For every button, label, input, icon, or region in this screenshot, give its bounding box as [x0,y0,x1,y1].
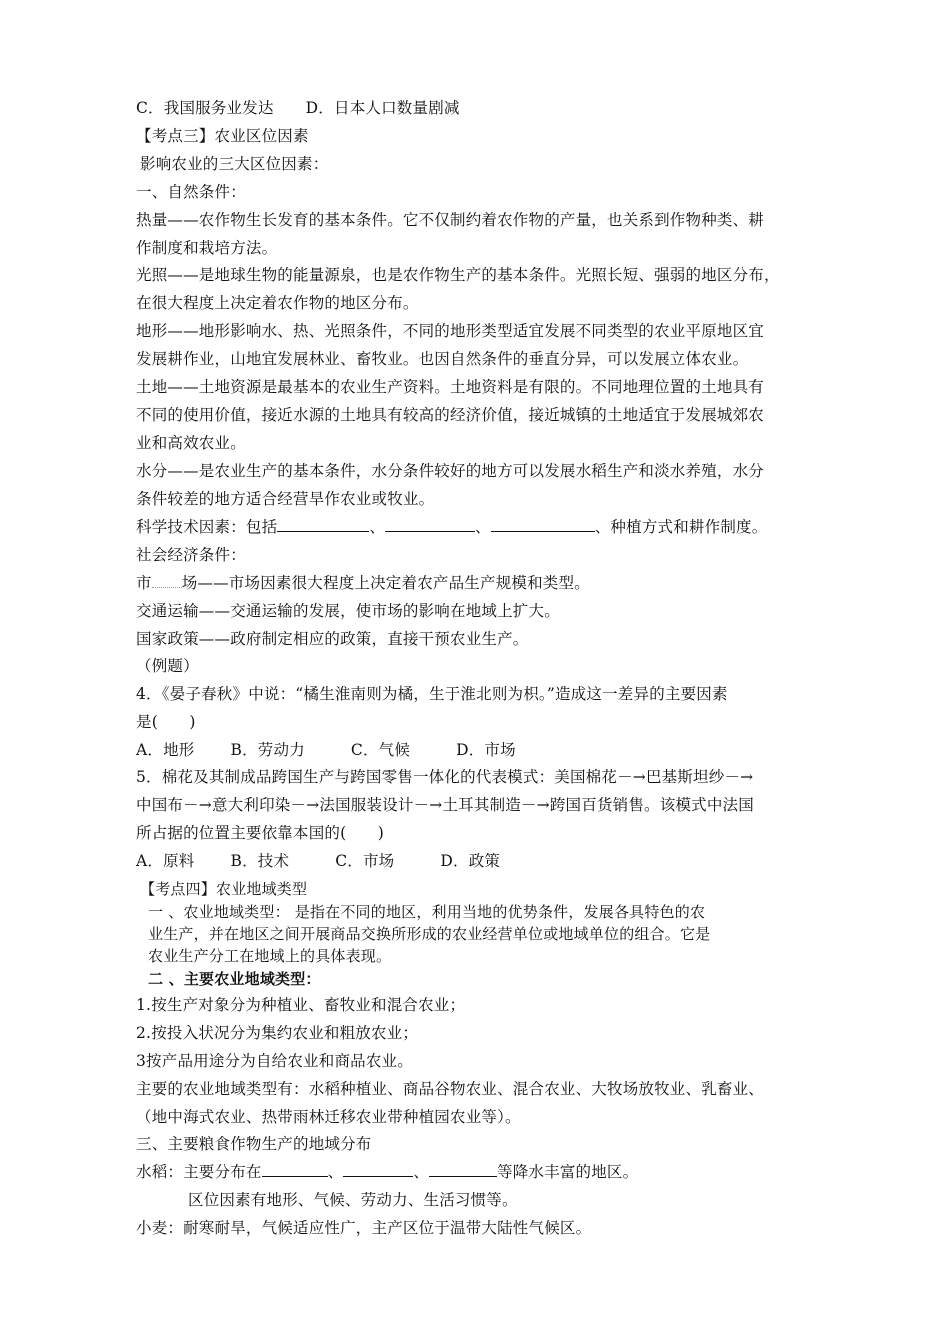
tech-line: 科学技术因素：包括 、 、 、种植方式和耕作制度。 [136,518,768,536]
kp3-intro: 影响农业的三大区位因素： [140,155,329,173]
option-d: D．日本人口数量剧减 [305,99,460,117]
type-def-line-1: 一 、农业地域类型： 是指在不同的地区，利用当地的优势条件，发展各具特色的农 [148,903,706,921]
land-line-1: 土地——土地资源是最基本的农业生产资料。土地资料是有限的。不同地理位置的土地具有 [136,378,765,396]
tech-blank-2[interactable] [385,517,475,532]
option-d: D．市场 [456,741,516,759]
land-line-3: 业和高效农业。 [136,434,246,452]
option-b: B．劳动力 [230,741,305,759]
q4-line-2: 是( ) [136,713,196,731]
q3-options-cd [136,98,460,118]
rice-blank-3[interactable] [429,1162,497,1177]
main-list-line-2: （地中海式农业、热带雨林迁移农业带种植园农业等）。 [136,1108,521,1126]
type-def-line-2: 业生产，并在地区之间开展商品交换所形成的农业经营单位或地域单位的组合。它是 [148,925,711,943]
heat-line-2: 作制度和栽培方法。 [136,239,278,257]
policy-line: 国家政策——政府制定相应的政策，直接干预农业生产。 [136,630,529,648]
tech-blank-3[interactable] [491,517,595,532]
water-line-1: 水分——是农业生产的基本条件，水分条件较好的地方可以发展水稻生产和淡水养殖，水分 [136,462,765,480]
option-b: B．技术 [230,852,290,870]
water-line-2: 条件较差的地方适合经营旱作农业或牧业。 [136,490,435,508]
rice-line: 水稻：主要分布在 、 、 等降水丰富的地区。 [136,1163,639,1181]
option-a: A．原料 [136,852,195,870]
option-c: C．气候 [350,741,411,759]
q4-options [136,740,516,760]
land-line-2: 不同的使用价值，接近水源的土地具有较高的经济价值，接近城镇的土地适宜于发展城郊农 [136,406,765,424]
terrain-line-2: 发展耕作业，山地宜发展林业、畜牧业。也因自然条件的垂直分异，可以发展立体农业。 [136,350,749,368]
market-line: 市 场——市场因素很大程度上决定着农产品生产规模和类型。 [136,574,590,592]
rice-blank-1[interactable] [262,1162,328,1177]
main-types-heading: 二 、主要农业地域类型： [148,970,321,988]
q5-options [136,851,500,871]
terrain-line-1: 地形——地形影响水、热、光照条件，不同的地形类型适宜发展不同类型的农业平原地区宜 [136,322,765,340]
type-def-line-3: 农业生产分工在地域上的具体表现。 [148,947,392,965]
kp3-title: 【考点三】农业区位因素 [136,127,309,145]
tech-blank-1[interactable] [277,517,369,532]
main-list-line-1: 主要的农业地域类型有：水稻种植业、商品谷物农业、混合农业、大牧场放牧业、乳畜业、 [136,1080,765,1098]
option-c: C．市场 [335,852,395,870]
kp4-title: 【考点四】农业地域类型 [140,880,308,898]
option-a: A．地形 [136,741,195,759]
heat-line-1: 热量——农作物生长发育的基本条件。它不仅制约着农作物的产量，也关系到作物种类、耕 [136,211,765,229]
option-c: C．我国服务业发达 [136,99,274,117]
class-line-2: 2.按投入状况分为集约农业和粗放农业； [136,1024,419,1042]
q4-line-1: 4．《晏子春秋》中说：“橘生淮南则为橘，生于淮北则为枳。”造成这一差异的主要因素 [136,685,728,703]
option-d: D．政策 [440,852,501,870]
rice-factors: 区位因素有地形、气候、劳动力、生活习惯等。 [188,1191,518,1209]
q5-line-3: 所占据的位置主要依靠本国的( ) [136,824,384,842]
wheat-line: 小麦：耐寒耐旱，气候适应性广，主产区位于温带大陆性气候区。 [136,1219,592,1237]
rice-blank-2[interactable] [343,1162,413,1177]
class-line-1: 1.按生产对象分为种植业、畜牧业和混合农业； [136,996,466,1014]
natural-heading: 一、自然条件： [136,183,246,201]
transport-line: 交通运输——交通运输的发展，使市场的影响在地域上扩大。 [136,602,560,620]
light-line-1: 光照——是地球生物的能量源泉，也是农作物生产的基本条件。光照长短、强弱的地区分布， [136,266,780,284]
socio-heading: 社会经济条件： [136,546,246,564]
q5-line-1: 5．棉花及其制成品跨国生产与跨国零售一体化的代表模式：美国棉花－→巴基斯坦纱－→ [136,768,754,786]
class-line-3: 3按产品用途分为自给农业和商品农业。 [136,1052,413,1070]
q5-line-2: 中国布－→意大利印染－→法国服装设计－→土耳其制造－→跨国百货销售。该模式中法国 [136,796,754,814]
light-line-2: 在很大程度上决定着农作物的地区分布。 [136,294,419,312]
grain-heading: 三、主要粮食作物生产的地域分布 [136,1135,372,1153]
example-label: （例题） [136,657,199,675]
